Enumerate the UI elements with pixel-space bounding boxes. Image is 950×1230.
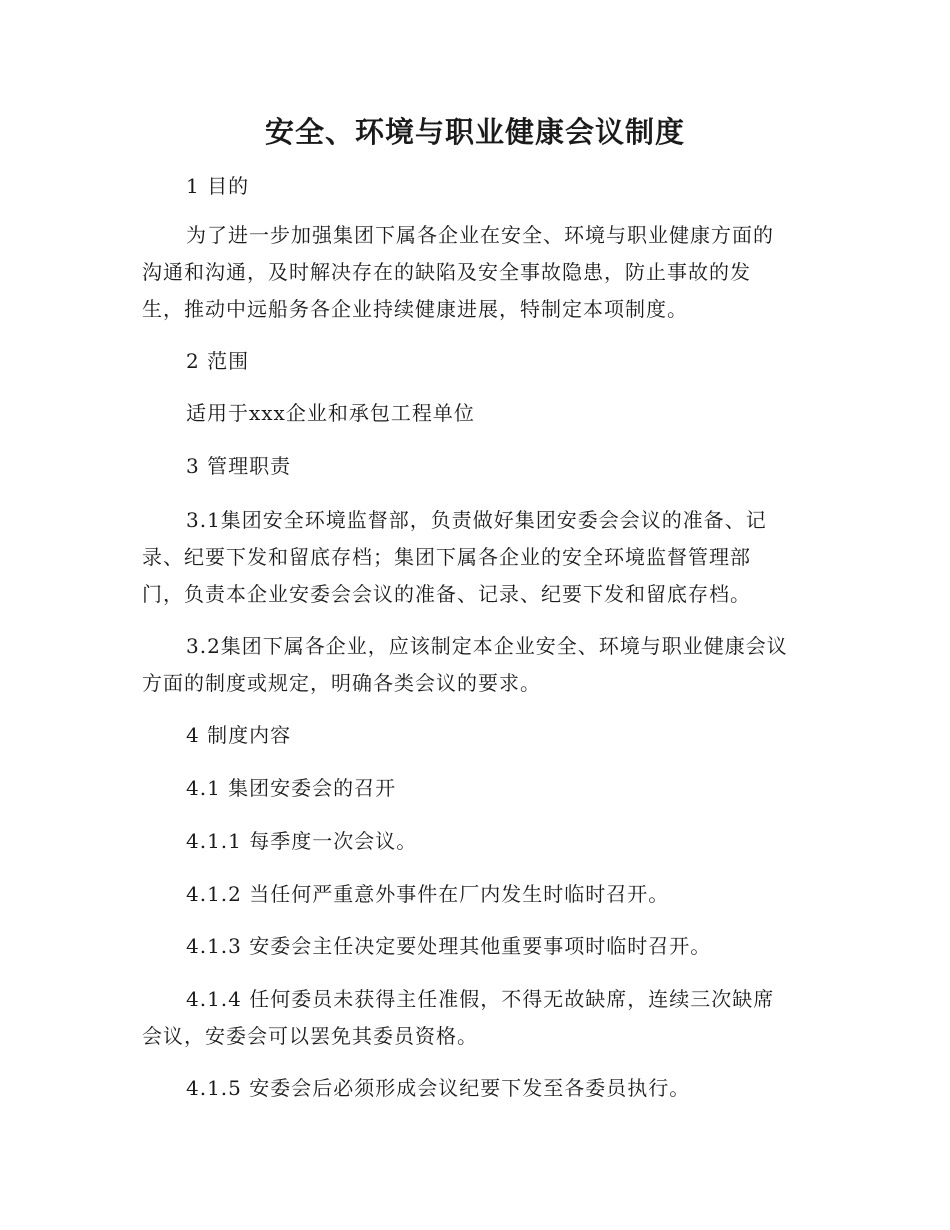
- section-3-heading: [142, 448, 808, 485]
- section-2-heading: [142, 343, 808, 380]
- section-4-1-1: [142, 823, 808, 860]
- section-3-1: [142, 502, 808, 613]
- text-line: 4.1.2 当任何严重意外事件在厂内发生时临时召开。: [186, 882, 670, 906]
- text-line: 适用于xxx企业和承包工程单位: [186, 401, 475, 425]
- document-title: 安全、环境与职业健康会议制度: [264, 115, 685, 149]
- section-4-1: [142, 770, 808, 807]
- text-line: 4.1.4 任何委员未获得主任准假，不得无故缺席，连续三次缺席: [186, 987, 775, 1011]
- section-4-1-2: [142, 876, 808, 913]
- text-line: 录、纪要下发和留底存档；集团下属各企业的安全环境监督管理部: [142, 545, 751, 569]
- text-line: 4 制度内容: [186, 723, 292, 747]
- text-line: 沟通和沟通，及时解决存在的缺陷及安全事故隐患，防止事故的发: [142, 260, 751, 284]
- text-line: 4.1 集团安委会的召开: [186, 776, 397, 800]
- text-line: 4.1.1 每季度一次会议。: [186, 829, 418, 853]
- section-3-2: [142, 628, 808, 702]
- section-1-body: [142, 217, 808, 328]
- section-4-1-5: [142, 1070, 808, 1107]
- text-line: 4.1.5 安委会后必须形成会议纪要下发至各委员执行。: [186, 1076, 691, 1100]
- text-line: 3.2集团下属各企业，应该制定本企业安全、环境与职业健康会议: [186, 634, 788, 658]
- section-4-1-3: [142, 928, 808, 965]
- text-line: 方面的制度或规定，明确各类会议的要求。: [142, 671, 541, 695]
- section-1-heading: [142, 168, 808, 205]
- text-line: 3 管理职责: [186, 454, 292, 478]
- section-4-1-4: [142, 981, 808, 1055]
- text-line: 生，推动中远船务各企业持续健康进展，特制定本项制度。: [142, 297, 688, 321]
- text-line: 1 目的: [186, 174, 250, 198]
- text-line: 门，负责本企业安委会会议的准备、记录、纪要下发和留底存档。: [142, 582, 751, 606]
- text-line: 3.1集团安全环境监督部，负责做好集团安委会会议的准备、记: [186, 508, 767, 532]
- section-4-heading: [142, 717, 808, 754]
- text-line: 为了进一步加强集团下属各企业在安全、环境与职业健康方面的: [186, 223, 774, 247]
- text-line: 2 范围: [186, 349, 250, 373]
- section-2-body: [142, 395, 808, 432]
- text-line: 4.1.3 安委会主任决定要处理其他重要事项时临时召开。: [186, 934, 712, 958]
- text-line: 会议，安委会可以罢免其委员资格。: [142, 1024, 478, 1048]
